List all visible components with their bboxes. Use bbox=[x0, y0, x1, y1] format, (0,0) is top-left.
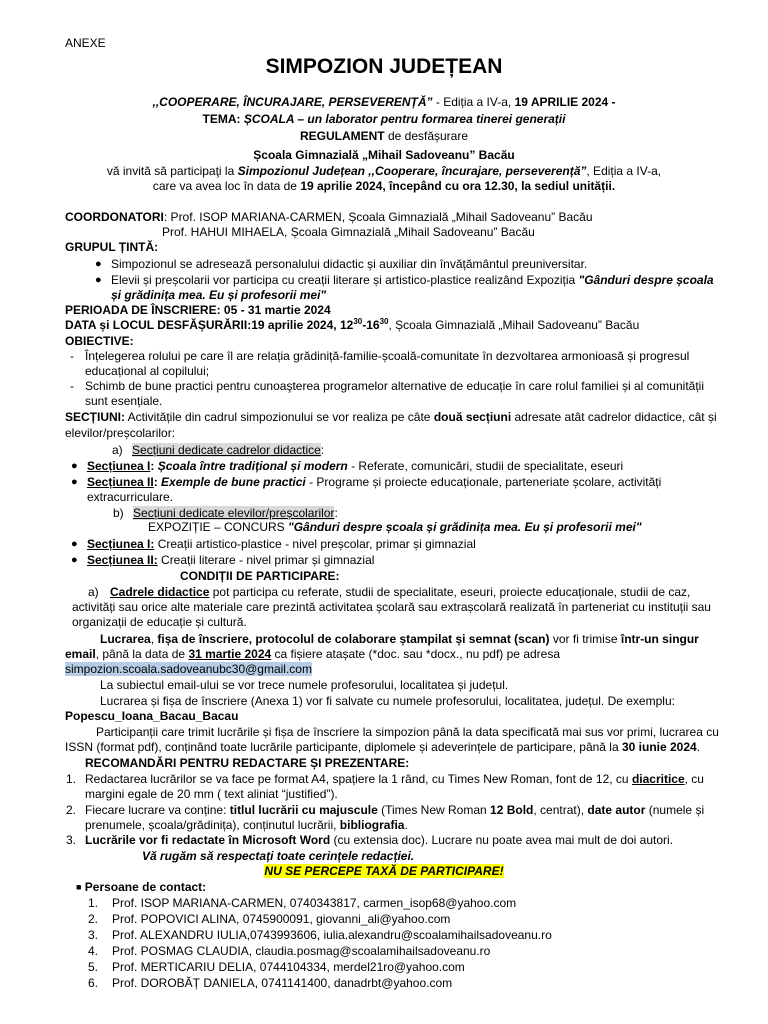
rugam-line: Vă rugăm să respectați toate cerințele redacției. bbox=[142, 849, 415, 863]
bullet-icon: ● bbox=[71, 554, 78, 566]
deadline-text: , până la data de bbox=[95, 647, 189, 661]
time-sup-2: 30 bbox=[379, 317, 389, 326]
contact-text: Prof. ALEXANDRU IULIA,0743993606, iulia.alexandru@scoalamihailsadoveanu.ro bbox=[112, 928, 552, 942]
r2-text: Fiecare lucrare va conține: bbox=[85, 803, 230, 817]
r2-cont-text: prenumele, școala/grădinița), conținutul lucrării, bbox=[85, 818, 340, 832]
obiectiv-1 bbox=[70, 349, 723, 364]
r3-word: Lucrările vor fi redactate în Microsoft Word bbox=[85, 833, 331, 847]
obiectiv-1-text: Înțelegerea rolului pe care îl are relația grădiniță-familie-școală-comunitate în dezvoltarea armonioasă și progresul bbox=[85, 349, 690, 363]
conditii-cadre: Cadrele didactice bbox=[110, 585, 210, 599]
sectiuni-a-label: a) bbox=[112, 443, 123, 457]
coordonatori-line-1 bbox=[65, 210, 703, 225]
obiective-label: OBIECTIVE: bbox=[65, 334, 134, 348]
s2-label: Secțiunea II bbox=[87, 475, 154, 489]
obiectiv-2-text: Schimb de bune practici pentru cunoaşterea programelor alternative de educație în care rolul familiei și al comunității bbox=[85, 379, 704, 393]
grup-text-1: Simpozionul se adresează personalului didactic și auxiliar din învățământul preuniversitar. bbox=[111, 257, 588, 271]
taxa-line bbox=[40, 864, 728, 879]
s1-rest: - Referate, comunicări, studii de specialitate, eseuri bbox=[347, 459, 624, 473]
s2-title: Exemple de bune practici bbox=[161, 475, 306, 489]
s2-rest: - Programe și proiecte educaționale, parteneriate școlare, activități bbox=[305, 475, 662, 489]
e2-label: Secțiunea II: bbox=[87, 553, 158, 567]
email-word: email bbox=[65, 647, 96, 661]
subtitle-edition: - Ediția a IV-a, bbox=[432, 95, 515, 109]
time-mid: -16 bbox=[362, 318, 380, 332]
period-text: . bbox=[696, 740, 701, 754]
lucrarea-vor: vor fi trimise bbox=[549, 632, 621, 646]
dash-icon: - bbox=[70, 379, 74, 393]
invite-line-2 bbox=[40, 179, 728, 194]
e2-rest: Creații literare - nivel primar și gimnazial bbox=[157, 553, 375, 567]
bullet-icon: ● bbox=[71, 538, 78, 550]
participanti-line-2 bbox=[65, 740, 703, 755]
conditii-title: CONDIȚII DE PARTICIPARE: bbox=[180, 569, 340, 583]
subtitle-name: ,,COOPERARE, ÎNCURAJARE, PERSEVERENȚĂ” bbox=[152, 95, 433, 109]
sectiuni-b-label: b) bbox=[113, 506, 124, 520]
r3-text: (cu extensia doc). Lucrare nu poate avea mai mult de doi autori. bbox=[330, 833, 674, 847]
r2-numele: (numele și bbox=[645, 803, 705, 817]
contact-number: 6. bbox=[88, 976, 99, 990]
invite-text: vă invită să participaţi la bbox=[106, 164, 238, 178]
conditii-c2: activități sau orice alte materiale care prezintă activitatea școlară sau extrașcolară realizată în parteneriat cu instituții sau bbox=[72, 600, 711, 614]
comma-text: , bbox=[150, 632, 158, 646]
contact-text: Prof. DOROBĂȚ DANIELA, 0741141400, danadrbt@yahoo.com bbox=[112, 976, 453, 990]
elevi-sectiunea-1 bbox=[71, 537, 725, 552]
r2-bold: 12 Bold bbox=[490, 803, 534, 817]
contact-text: Prof. MERTICARIU DELIA, 0744104334, merdel21ro@yahoo.com bbox=[112, 960, 465, 974]
contact-number: 4. bbox=[88, 944, 99, 958]
r2-autor: date autor bbox=[587, 803, 646, 817]
lucrarea-line-2 bbox=[65, 647, 703, 662]
number-label: 3. bbox=[66, 833, 77, 847]
recomandare-2-cont bbox=[85, 818, 723, 833]
s1-label: Secțiunea I bbox=[87, 459, 151, 473]
lucrarea-single: într-un singur bbox=[620, 632, 699, 646]
contact-item bbox=[88, 896, 750, 911]
sectiuni-label: SECȚIUNI: bbox=[65, 410, 125, 424]
invite-date-bold: 19 aprilie 2024, începând cu ora 12.30, la sediul unității. bbox=[300, 179, 616, 193]
lucrarea-label: Lucrarea bbox=[100, 632, 151, 646]
attach-text: ca fișiere atașate (*doc. sau *docx., nu pdf) pe adresa bbox=[271, 647, 561, 661]
salvare-line: Lucrarea și fișa de înscriere (Anexa 1) vor fi salvate cu numele profesorului, localitatea, județul. De exemplu: bbox=[100, 694, 675, 708]
recomandare-1-cont: margini egale de 20 mm ( text aliniat “justified”). bbox=[85, 787, 338, 801]
subtitle-date: 19 APRILIE 2024 - bbox=[514, 95, 616, 109]
sectiunea-1: ● Secțiunea I: Școala între tradițional și modern - Referate, comunicări, studii de specialitate, eseuri bbox=[71, 459, 624, 473]
recomandare-3 bbox=[66, 833, 723, 848]
sectiuni-b: b) Secțiuni dedicate elevilor/preșcolarilor: bbox=[113, 506, 338, 520]
sectiuni-b-text: Secțiuni dedicate elevilor/preșcolarilor bbox=[133, 506, 335, 520]
recomandare-2 bbox=[66, 803, 723, 818]
contact-item bbox=[88, 928, 750, 943]
grup-item-1 bbox=[95, 257, 749, 272]
coordonatori-1: : Prof. ISOP MARIANA-CARMEN, Școala Gimnazială „Mihail Sadoveanu” Bacău bbox=[163, 210, 593, 224]
contact-text: Prof. POPOVICI ALINA, 0745900091, giovanni_ali@yahoo.com bbox=[112, 912, 451, 926]
bullet-icon: ● bbox=[71, 476, 78, 488]
sectiuni-line-1 bbox=[65, 410, 717, 425]
expozitie-line bbox=[148, 520, 768, 535]
dash-icon: - bbox=[70, 349, 74, 363]
sectiuni-t3: adresate atât cadrelor didactice, cât și bbox=[511, 410, 717, 424]
number-label: 2. bbox=[66, 803, 77, 817]
email-line bbox=[65, 662, 703, 677]
page-title: SIMPOZION JUDEȚEAN bbox=[265, 55, 503, 78]
expozitie-label: EXPOZIȚIE – CONCURS bbox=[148, 520, 289, 534]
bullet-icon: ● bbox=[95, 274, 102, 286]
tema-line bbox=[40, 112, 728, 127]
sectiuni-line-2: elevilor/preșcolarilor: bbox=[65, 426, 176, 440]
grup-expo-title: "Gânduri despre școala bbox=[578, 273, 714, 287]
r1-tail: , cu bbox=[684, 772, 704, 786]
participanti-date: 30 iunie 2024 bbox=[621, 740, 697, 754]
participanti-line-1: Participanții care trimit lucrările și fișa de înscriere la simpozion până la data specificată mai sus vor primi, lucrarea cu bbox=[96, 725, 719, 739]
data-loc-label: DATA și LOCUL DESFĂȘURĂRII:19 aprilie 2024, 12 bbox=[65, 318, 354, 332]
conditii-c3: organizații de educație și cultură. bbox=[72, 615, 247, 629]
contact-item bbox=[88, 912, 750, 927]
contact-text: Prof. POSMAG CLAUDIA, claudia.posmag@scoalamihailsadoveanu.ro bbox=[112, 944, 491, 958]
invite-date-text: care va avea loc în data de bbox=[152, 179, 301, 193]
sectiunea-2-cont: extracurriculare. bbox=[87, 490, 174, 504]
conditii-a bbox=[88, 585, 726, 600]
contact-item bbox=[88, 944, 750, 959]
contacte-label: Persoane de contact: bbox=[84, 880, 207, 894]
contact-item bbox=[88, 976, 750, 991]
r2-titlu: titlul lucrării cu majuscule bbox=[229, 803, 378, 817]
s1-title: Școala între tradițional și modern bbox=[157, 459, 348, 473]
tema-value: ȘCOALA – un laborator pentru formarea tinerei generații bbox=[243, 112, 566, 126]
grup-label: GRUPUL ȚINTĂ: bbox=[65, 240, 159, 254]
lucrarea-line-1 bbox=[100, 632, 738, 647]
invite-edition: , Ediția a IV-a, bbox=[586, 164, 662, 178]
invite-simpozion: Simpozionul Județean ,,Cooperare, încurajare, perseverență” bbox=[237, 164, 587, 178]
coordonatori-label: COORDONATORI bbox=[65, 210, 164, 224]
subtitle bbox=[40, 95, 728, 110]
anexe-label: ANEXE bbox=[65, 36, 106, 50]
e1-rest: Creații artistico-plastice - nivel preșcolar, primar și gimnazial bbox=[154, 537, 476, 551]
number-label: 1. bbox=[66, 772, 77, 786]
r1-diacritice: diacritice bbox=[631, 772, 685, 786]
expozitie-title: "Gânduri despre școala și grădinița mea. Eu și profesorii mei" bbox=[288, 520, 642, 534]
exemplu-filename: Popescu_Ioana_Bacau_Bacau bbox=[65, 709, 239, 723]
school-line: Școala Gimnazială „Mihail Sadoveanu” Bacău bbox=[253, 148, 515, 162]
sectiuni-t1: Activitățile din cadrul simpozionului se vor realiza pe câte bbox=[125, 410, 434, 424]
sectiuni-a-text: Secțiuni dedicate cadrelor didactice bbox=[132, 443, 321, 457]
obiectiv-2-cont: sunt esențiale. bbox=[85, 394, 163, 408]
grup-text-2: Elevii și preșcolarii vor participa cu creații literare și artistico-plastice realizând Expoziția bbox=[111, 273, 579, 287]
contact-number: 2. bbox=[88, 912, 99, 926]
conditii-a-label: a) bbox=[88, 585, 99, 599]
grup-item-2-cont: și grădinița mea. Eu și profesorii mei" bbox=[111, 288, 327, 302]
regulament-bold: REGULAMENT bbox=[299, 129, 385, 143]
elevi-sectiunea-2 bbox=[71, 553, 725, 568]
conditii-c1: pot participa cu referate, studii de specialitate, eseuri, proiecte educaționale, studii de caz, bbox=[209, 585, 691, 599]
square-bullet-icon: ■ bbox=[76, 882, 82, 892]
contacte-label-line bbox=[76, 880, 714, 896]
bullet-icon: ● bbox=[71, 460, 78, 472]
lucrarea-docs: fișa de înscriere, protocolul de colaborare ștampilat și semnat (scan) bbox=[157, 632, 550, 646]
regulament-rest: de desfășurare bbox=[384, 129, 469, 143]
sectiunea-2: ● Secțiunea II: Exemple de bune practici - Programe și proiecte educaționale, parteneriate școlare, activități bbox=[71, 475, 662, 489]
period-text: . bbox=[404, 818, 408, 832]
regulament-line bbox=[40, 129, 728, 144]
r1-text: Redactarea lucrărilor se va face pe format A4, spațiere la 1 rând, cu Times New Roman, font de 12, cu bbox=[85, 772, 632, 786]
subiect-line: La subiectul email-ului se vor trece numele profesorului, localitatea și județul. bbox=[100, 678, 509, 692]
bullet-icon: ● bbox=[95, 258, 102, 270]
r2-font: (Times New Roman bbox=[377, 803, 491, 817]
contact-number: 3. bbox=[88, 928, 99, 942]
time-sup-1: 30 bbox=[353, 317, 363, 326]
sectiuni-t2: două secțiuni bbox=[433, 410, 512, 424]
no-fee-notice: NU SE PERCEPE TAXĂ DE PARTICIPARE! bbox=[264, 864, 504, 878]
contact-text: Prof. ISOP MARIANA-CARMEN, 0740343817, carmen_isop68@yahoo.com bbox=[112, 896, 517, 910]
recomandari-title: RECOMANDĂRI PENTRU REDACTARE ȘI PREZENTARE: bbox=[85, 756, 410, 770]
submission-email-link[interactable]: simpozion.scoala.sadoveanubc30@gmail.com bbox=[65, 662, 312, 676]
recomandare-1 bbox=[66, 772, 723, 787]
obiectiv-2 bbox=[70, 379, 723, 394]
data-loc-rest: , Școala Gimnazială „Mihail Sadoveanu” Bacău bbox=[388, 318, 640, 332]
perioada: PERIOADA DE ÎNSCRIERE: 05 - 31 martie 2024 bbox=[65, 303, 331, 317]
contact-item bbox=[88, 960, 750, 975]
grup-item-2 bbox=[95, 273, 749, 288]
r2-bibliografia: bibliografia bbox=[339, 818, 405, 832]
participanti-text: ISSN (format pdf), conținând toate lucrările participante, diplomele și adeverințele de participare, până la bbox=[65, 740, 622, 754]
obiectiv-1-cont: educațional al copilului; bbox=[85, 364, 210, 378]
contact-number: 5. bbox=[88, 960, 99, 974]
contact-number: 1. bbox=[88, 896, 99, 910]
data-loc bbox=[65, 318, 703, 333]
sectiuni-a: a) Secțiuni dedicate cadrelor didactice: bbox=[112, 443, 325, 457]
coordonatori-line-2: Prof. HAHUI MIHAELA, Școala Gimnazială „Mihail Sadoveanu” Bacău bbox=[162, 225, 535, 239]
e1-label: Secțiunea I: bbox=[87, 537, 155, 551]
invite-line-1 bbox=[40, 164, 728, 179]
deadline-date: 31 martie 2024 bbox=[188, 647, 272, 661]
tema-label: TEMA: bbox=[202, 112, 244, 126]
r2-centrat: , centrat), bbox=[533, 803, 588, 817]
